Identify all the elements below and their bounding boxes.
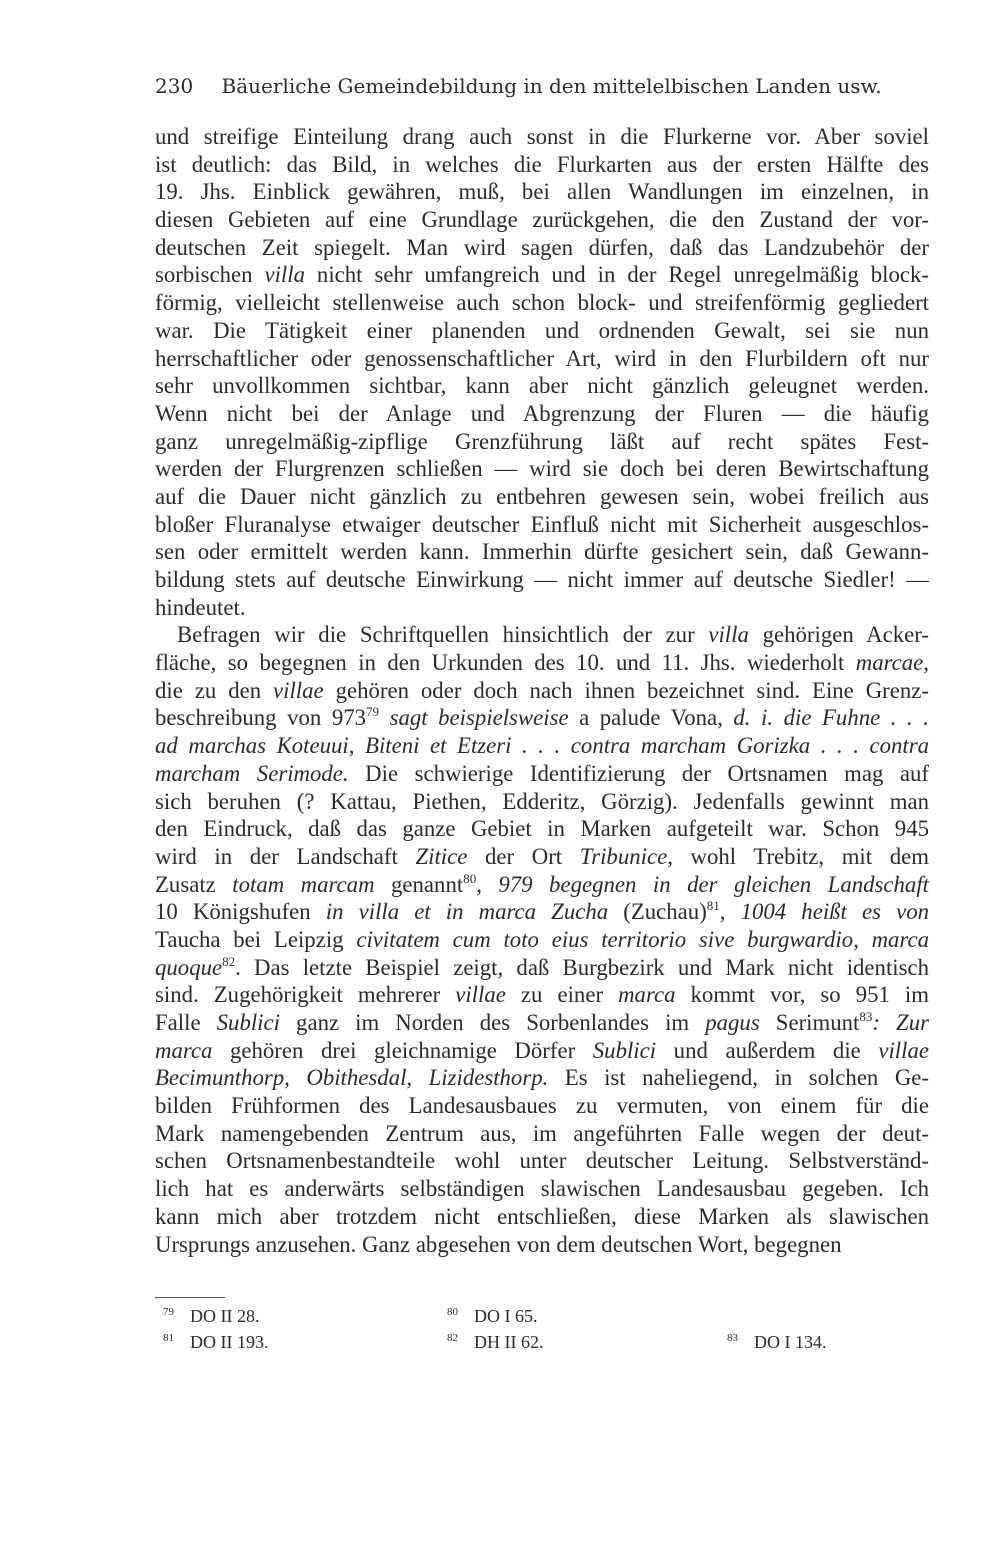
running-title: Bäuerliche Gemeindebildung in den mittelelbischen Landen usw. bbox=[221, 74, 882, 98]
text-line bbox=[155, 1064, 929, 1092]
italic-term: pagus bbox=[705, 1010, 760, 1035]
text-run: ganz unregelmäßig-zipflige Grenzführung läßt auf recht spätes Fest- bbox=[155, 428, 929, 454]
italic-term: villae bbox=[878, 1037, 929, 1063]
footnote-ref: 83 bbox=[859, 1009, 873, 1024]
text-line bbox=[155, 760, 929, 788]
text-run: Zusatz bbox=[155, 871, 233, 897]
text-run: förmig, vielleicht stellenweise auch schon block- und streifenförmig gegliedert bbox=[155, 290, 929, 316]
text-run: gehörigen Acker- bbox=[748, 622, 929, 648]
footnote-text: DH II 62. bbox=[474, 1332, 544, 1352]
text-run: deutschen Zeit spiegelt. Man wird sagen dürfen, daß das Landzubehör der bbox=[155, 234, 929, 260]
text-run: Ursprungs anzusehen. Ganz abgesehen von dem deutschen Wort, begegnen bbox=[155, 1231, 842, 1257]
page-number: 230 bbox=[155, 74, 194, 98]
text-line bbox=[155, 954, 929, 982]
text-run: und streifige Einteilung drang auch sonst in die Flurkerne vor. Aber soviel bbox=[155, 124, 929, 149]
text-run: auf die Dauer nicht gänzlich zu entbehren gewesen sein, wobei freilich aus bbox=[155, 483, 929, 509]
text-line bbox=[155, 483, 929, 511]
text-run: wird in der Landschaft bbox=[155, 843, 416, 869]
italic-term: Sublici bbox=[592, 1037, 657, 1063]
text-line bbox=[155, 1092, 929, 1120]
text-run: sind. Zugehörigkeit mehrerer bbox=[155, 982, 456, 1008]
italic-term: villae bbox=[273, 677, 324, 703]
text-run: gehören drei gleichnamige Dörfer bbox=[212, 1037, 593, 1063]
footnote-ref: 80 bbox=[463, 870, 477, 886]
italic-term: d. i. die Fuhne . . . bbox=[722, 705, 929, 731]
text-run: hindeutet. bbox=[155, 594, 246, 620]
text-line bbox=[155, 234, 929, 262]
footnote-80 bbox=[447, 1305, 538, 1327]
text-line bbox=[155, 871, 929, 899]
text-line bbox=[155, 1009, 929, 1037]
text-line bbox=[155, 1203, 929, 1231]
italic-term: marca bbox=[155, 1037, 213, 1063]
text-run: fläche, so begegnen in den Urkunden des 10. und 11. Jhs. wiederholt bbox=[155, 650, 856, 676]
footnote-ref: 81 bbox=[706, 898, 720, 914]
text-run: schen Ortsnamenbestandteile wohl unter deutscher Leitung. Selbstverständ- bbox=[155, 1148, 929, 1174]
italic-term: marcham Serimode. bbox=[155, 760, 349, 786]
text-run: diesen Gebieten auf eine Grundlage zurückgehen, die den Zustand der vor- bbox=[155, 207, 929, 233]
text-run: Es ist naheliegend, in solchen Ge- bbox=[548, 1065, 929, 1091]
italic-term: Zitice bbox=[415, 843, 468, 869]
text-run: beschreibung von 973 bbox=[155, 705, 367, 731]
text-run: war. Die Tätigkeit einer planenden und ordnenden Gewalt, sei sie nun bbox=[155, 317, 929, 343]
text-run: bilden Frühformen des Landesausbaues zu vermuten, von einem für die bbox=[155, 1093, 929, 1119]
italic-term: villa bbox=[264, 262, 305, 288]
italic-term: ad marchas Koteuui, Biteni et Etzeri . . . contra marcham Gorizka . . . contra bbox=[155, 733, 929, 759]
italic-term: civitatem cum toto eius territorio sive burgwardio, marca bbox=[356, 926, 929, 952]
text-run: der Ort bbox=[467, 843, 580, 869]
text-line bbox=[155, 566, 929, 594]
footnote-number: 80 bbox=[447, 1306, 458, 1318]
text-line bbox=[155, 815, 929, 843]
footnote-82 bbox=[447, 1331, 544, 1353]
italic-term: villae bbox=[455, 982, 506, 1008]
italic-term: , 1004 heißt es von bbox=[719, 899, 929, 925]
text-line bbox=[155, 538, 929, 566]
footnote-number: 79 bbox=[163, 1306, 174, 1318]
footnote-number: 81 bbox=[163, 1332, 174, 1344]
italic-term: marcae, bbox=[855, 650, 929, 676]
text-run: die zu den bbox=[155, 677, 274, 703]
footnote-81 bbox=[163, 1331, 269, 1353]
text-run: gehören oder doch nach ihnen bezeichnet sind. Eine Grenz- bbox=[323, 677, 929, 703]
footnote-83 bbox=[727, 1331, 827, 1353]
text-run: und außerdem die bbox=[656, 1037, 879, 1063]
text-run: sich beruhen (? Kattau, Piethen, Edderitz, Görzig). Jedenfalls gewinnt man bbox=[155, 788, 929, 814]
text-run: genannt bbox=[374, 871, 464, 897]
italic-term: villa bbox=[708, 622, 749, 648]
text-run: kann mich aber trotzdem nicht entschließen, diese Marken als slawischen bbox=[155, 1203, 929, 1229]
text-run: Die schwierige Identifizierung der Ortsnamen mag auf bbox=[348, 760, 929, 786]
footnote-text: DO II 28. bbox=[190, 1306, 260, 1326]
text-line bbox=[155, 178, 929, 206]
text-line bbox=[155, 345, 929, 373]
text-run: sorbischen bbox=[155, 262, 265, 288]
text-run: . Das letzte Beispiel zeigt, daß Burgbezirk und Mark nicht identisch bbox=[235, 954, 929, 980]
text-run: herrschaftlicher oder genossenschaftlicher Art, wird in den Flurbildern oft nur bbox=[155, 345, 929, 371]
italic-term: : Zur bbox=[872, 1010, 929, 1035]
text-line bbox=[155, 317, 929, 345]
text-run: a palude Vona, bbox=[579, 705, 723, 731]
footnote-number: 82 bbox=[447, 1332, 458, 1344]
italic-term: marca bbox=[618, 982, 676, 1008]
italic-term: , 979 begegnen in der gleichen Landschaft bbox=[476, 871, 929, 897]
italic-term: in villa et in marca Zucha bbox=[325, 899, 609, 925]
text-run: sehr unvollkommen sichtbar, kann aber nicht gänzlich geleugnet werden. bbox=[155, 373, 929, 399]
text-line bbox=[155, 428, 929, 456]
text-run: nicht sehr umfangreich und in der Regel unregelmäßig block- bbox=[304, 262, 930, 288]
text-line bbox=[155, 621, 929, 649]
text-line bbox=[155, 704, 929, 732]
text-line bbox=[155, 788, 929, 816]
text-run: bildung stets auf deutsche Einwirkung — nicht immer auf deutsche Siedler! — bbox=[155, 567, 929, 592]
italic-term: Becimunthorp, Obithesdal, Lizidesthorp. bbox=[155, 1065, 549, 1091]
text-run: den Eindruck, daß das ganze Gebiet in Marken aufgeteilt war. Schon 945 bbox=[155, 816, 929, 842]
text-line bbox=[155, 289, 929, 317]
footnote-number: 83 bbox=[727, 1332, 738, 1344]
text-line bbox=[155, 400, 929, 428]
text-line bbox=[155, 455, 929, 483]
text-line bbox=[155, 372, 929, 400]
footnote-ref: 79 bbox=[366, 704, 380, 720]
footnote-text: DO II 193. bbox=[190, 1332, 269, 1352]
text-run: bloßer Fluranalyse etwaiger deutscher Einfluß nicht mit Sicherheit ausgeschlos- bbox=[155, 511, 929, 537]
running-header bbox=[155, 72, 882, 100]
italic-term: Tribunice, bbox=[579, 843, 673, 869]
text-line bbox=[155, 206, 929, 234]
text-line bbox=[155, 926, 929, 954]
text-run: Mark namengebenden Zentrum aus, im angeführten Falle wegen der deut- bbox=[155, 1120, 929, 1146]
text-run: werden der Flurgrenzen schließen — wird sie doch bei deren Bewirtschaftung bbox=[155, 456, 929, 482]
text-line bbox=[155, 123, 929, 151]
text-line bbox=[155, 1147, 929, 1175]
text-run: sen oder ermittelt werden kann. Immerhin dürfte gesichert sein, daß Gewann- bbox=[155, 539, 929, 565]
text-run: wohl Trebitz, mit dem bbox=[672, 843, 929, 869]
text-line bbox=[155, 1120, 929, 1148]
italic-term: sagt beispielsweise bbox=[379, 705, 580, 731]
text-run: Falle bbox=[155, 1010, 217, 1035]
text-run: zu einer bbox=[505, 982, 619, 1008]
text-run: Serimunt bbox=[759, 1010, 860, 1035]
text-run: kommt vor, so 951 im bbox=[675, 982, 929, 1008]
text-run: lich hat es anderwärts selbständigen slawischen Landesausbau gegeben. Ich bbox=[155, 1176, 929, 1202]
footnote-79 bbox=[163, 1305, 260, 1327]
text-run: 19. Jhs. Einblick gewähren, muß, bei allen Wandlungen im einzelnen, in bbox=[155, 179, 929, 205]
text-run: ist deutlich: das Bild, in welches die Flurkarten aus der ersten Hälfte des bbox=[155, 151, 929, 177]
text-line bbox=[155, 649, 929, 677]
italic-term: totam marcam bbox=[232, 871, 375, 897]
text-run: ganz im Norden des Sorbenlandes im bbox=[279, 1010, 706, 1035]
footnote-rule bbox=[155, 1297, 225, 1298]
text-line bbox=[155, 261, 929, 289]
text-run: (Zuchau) bbox=[608, 899, 707, 925]
text-run: 10 Königshufen bbox=[155, 899, 326, 925]
italic-term: quoque bbox=[155, 954, 223, 980]
text-run: Taucha bei Leipzig bbox=[155, 926, 357, 952]
text-line bbox=[155, 677, 929, 705]
text-line bbox=[155, 981, 929, 1009]
text-run: Wenn nicht bei der Anlage und Abgrenzung der Fluren — die häufig bbox=[155, 400, 929, 426]
text-line bbox=[155, 843, 929, 871]
text-line bbox=[155, 1175, 929, 1203]
text-line bbox=[155, 732, 929, 760]
text-run: Befragen wir die Schriftquellen hinsichtlich der zur bbox=[177, 622, 709, 648]
footnote-text: DO I 65. bbox=[474, 1306, 538, 1326]
text-line bbox=[155, 151, 929, 179]
italic-term: Sublici bbox=[216, 1010, 280, 1035]
text-line bbox=[155, 594, 929, 622]
text-line bbox=[155, 1231, 929, 1259]
body-text bbox=[155, 123, 929, 1258]
text-line bbox=[155, 511, 929, 539]
text-line bbox=[155, 1037, 929, 1065]
text-line bbox=[155, 898, 929, 926]
footnote-ref: 82 bbox=[222, 953, 236, 969]
footnote-text: DO I 134. bbox=[754, 1332, 827, 1352]
